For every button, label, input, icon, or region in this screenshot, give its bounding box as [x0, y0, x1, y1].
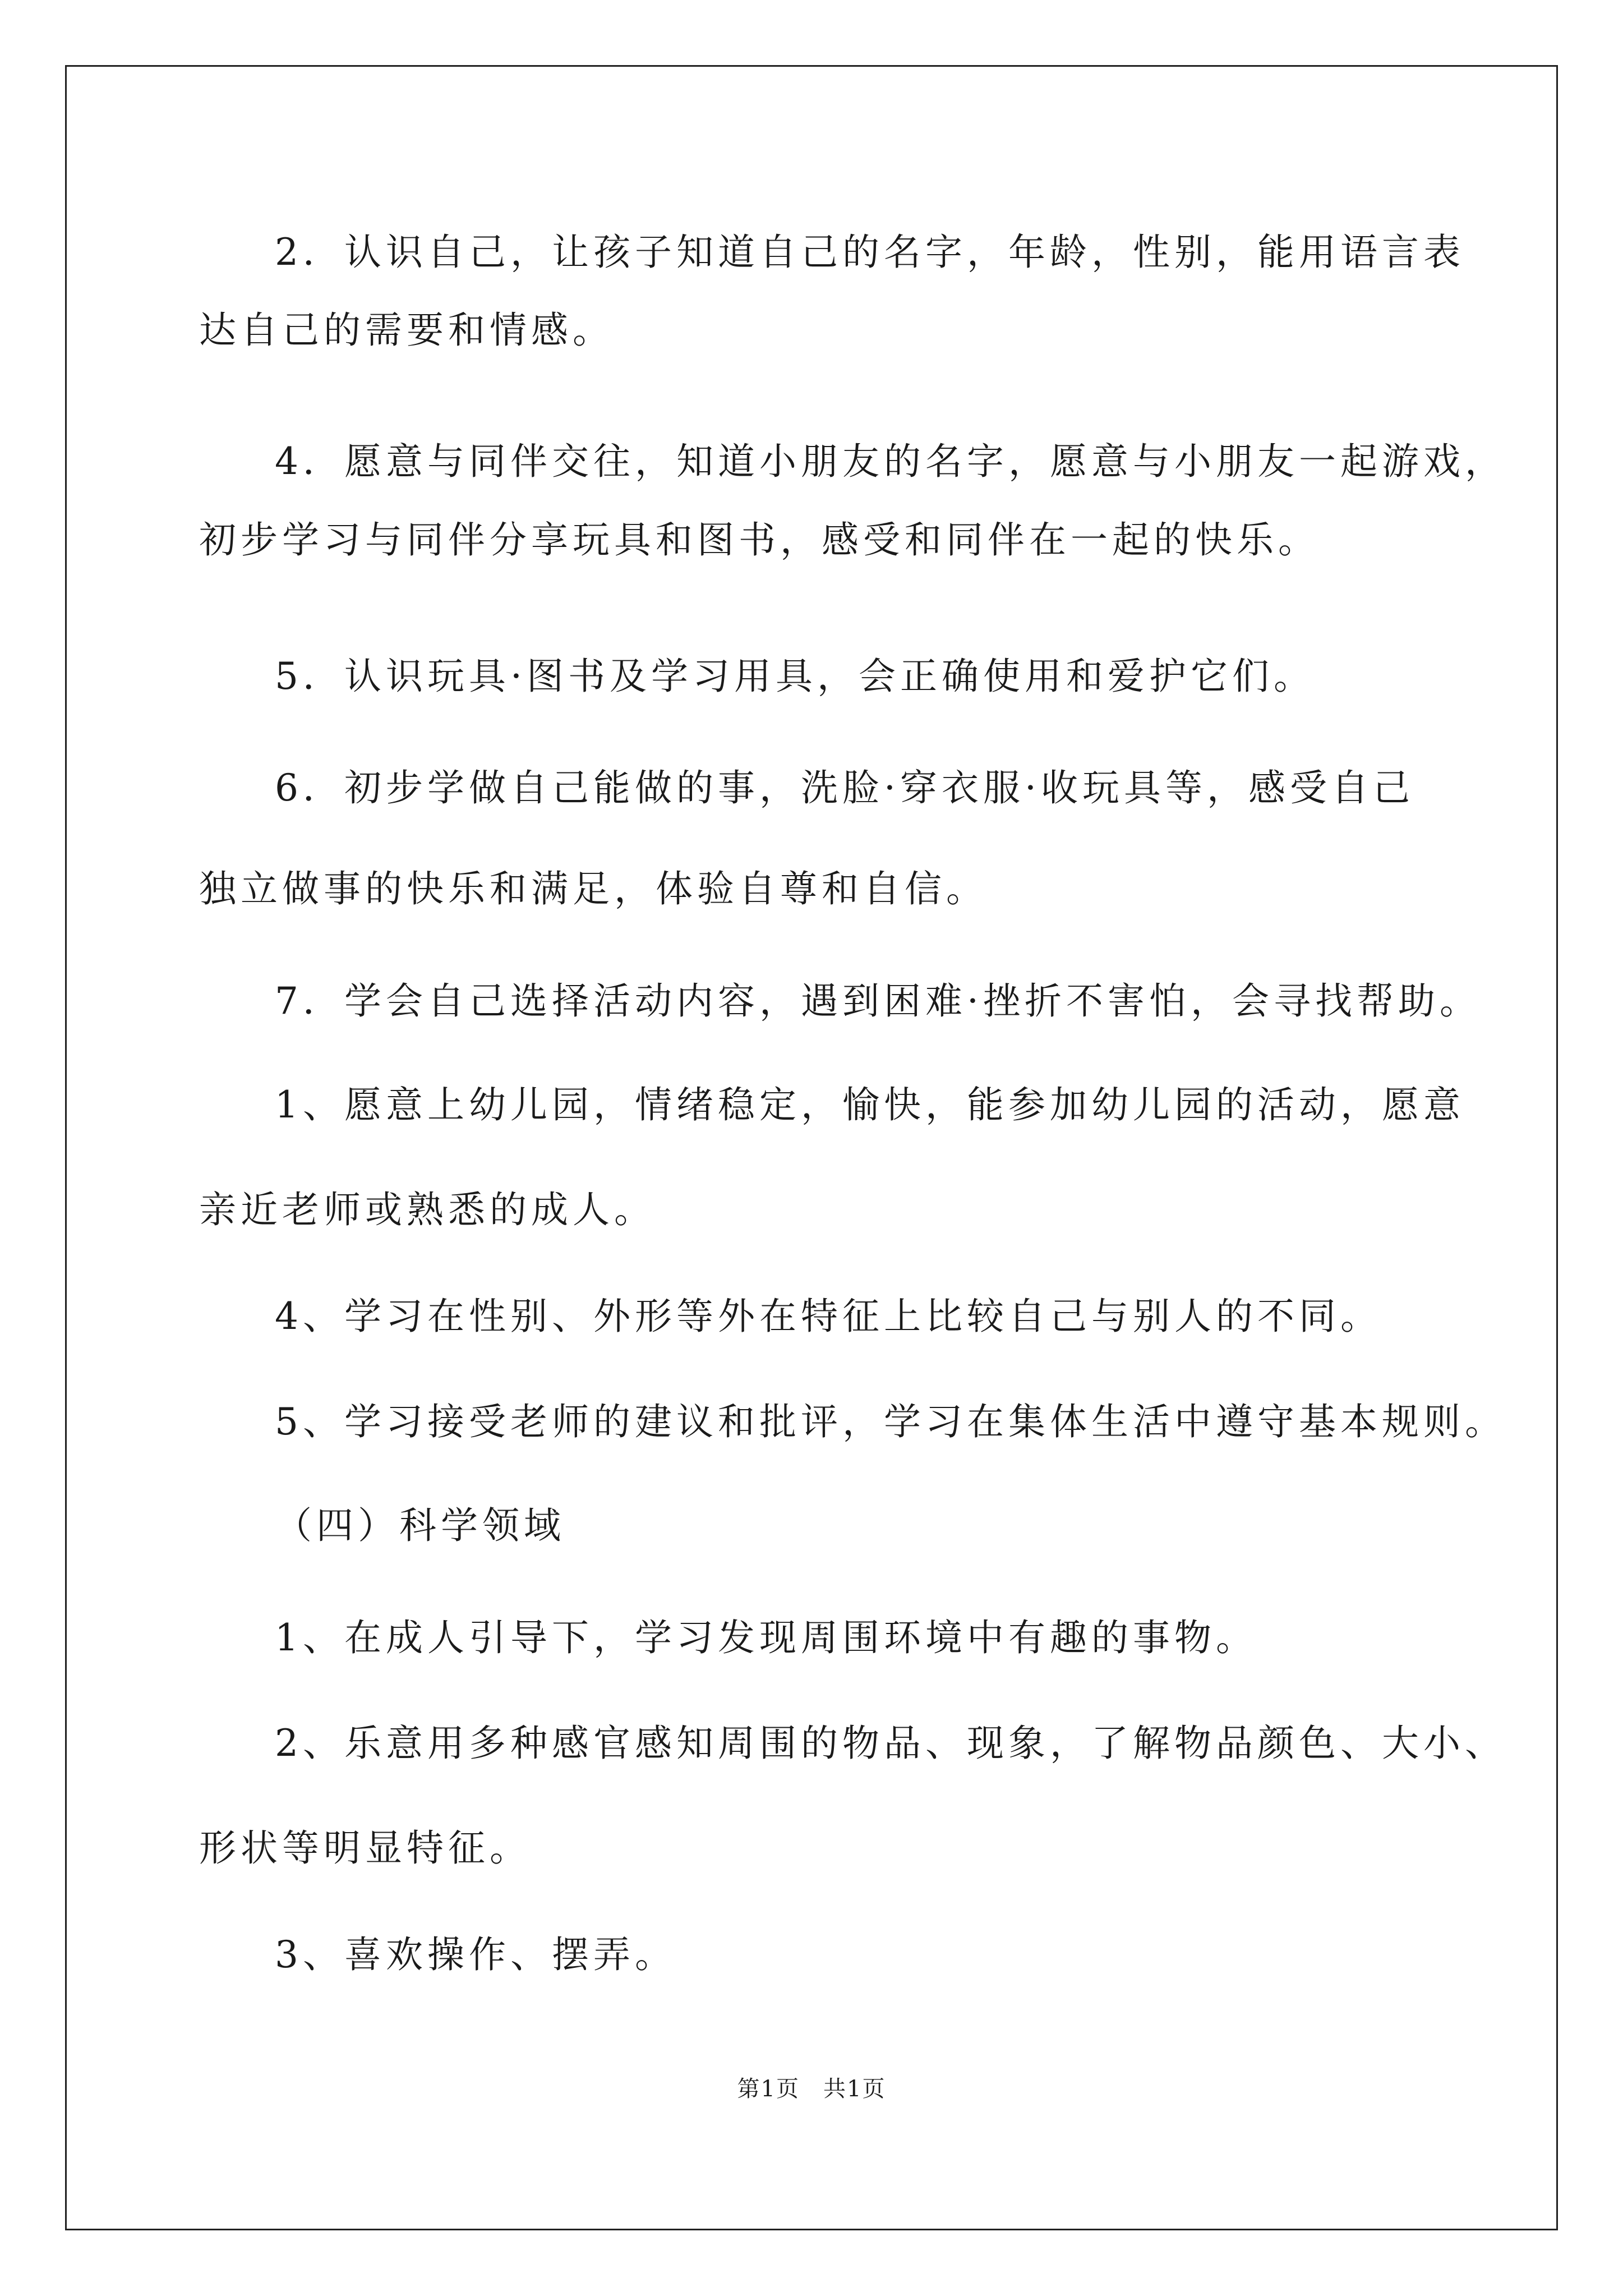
section-heading: （四）科学领域	[275, 1504, 565, 1547]
page-border	[65, 65, 1558, 2230]
paragraph-line: 4、学习在性别、外形等外在特征上比较自己与别人的不同。	[275, 1295, 1382, 1338]
paragraph-line: 4．愿意与同伴交往，知道小朋友的名字，愿意与小朋友一起游戏，	[275, 440, 1506, 483]
paragraph-line: 1、愿意上幼儿园，情绪稳定，愉快，能参加幼儿园的活动，愿意	[275, 1083, 1465, 1126]
paragraph-line: 1、在成人引导下，学习发现周围环境中有趣的事物。	[275, 1616, 1257, 1659]
paragraph-line: 5．认识玩具·图书及学习用具，会正确使用和爱护它们。	[275, 655, 1315, 698]
paragraph-line: 7．学会自己选择活动内容，遇到困难·挫折不害怕，会寻找帮助。	[275, 979, 1481, 1023]
paragraph-line: 达自己的需要和情感。	[199, 309, 614, 352]
page-number-footer: 第1页 共1页	[737, 2076, 886, 2102]
paragraph-line: 2、乐意用多种感官感知周围的物品、现象，了解物品颜色、大小、	[275, 1722, 1506, 1765]
paragraph-line: 初步学习与同伴分享玩具和图书，感受和同伴在一起的快乐。	[199, 518, 1320, 562]
paragraph-line: 6．初步学做自己能做的事，洗脸·穿衣服·收玩具等，感受自己	[275, 766, 1414, 809]
paragraph-line: 形状等明显特征。	[199, 1826, 531, 1870]
paragraph-line: 亲近老师或熟悉的成人。	[199, 1188, 656, 1231]
paragraph-line: 5、学习接受老师的建议和批评，学习在集体生活中遵守基本规则。	[275, 1400, 1506, 1443]
paragraph-line: 独立做事的快乐和满足，体验自尊和自信。	[199, 867, 988, 910]
paragraph-line: 3、喜欢操作、摆弄。	[275, 1933, 676, 1976]
paragraph-line: 2．认识自己，让孩子知道自己的名字，年龄，性别，能用语言表	[275, 231, 1465, 274]
